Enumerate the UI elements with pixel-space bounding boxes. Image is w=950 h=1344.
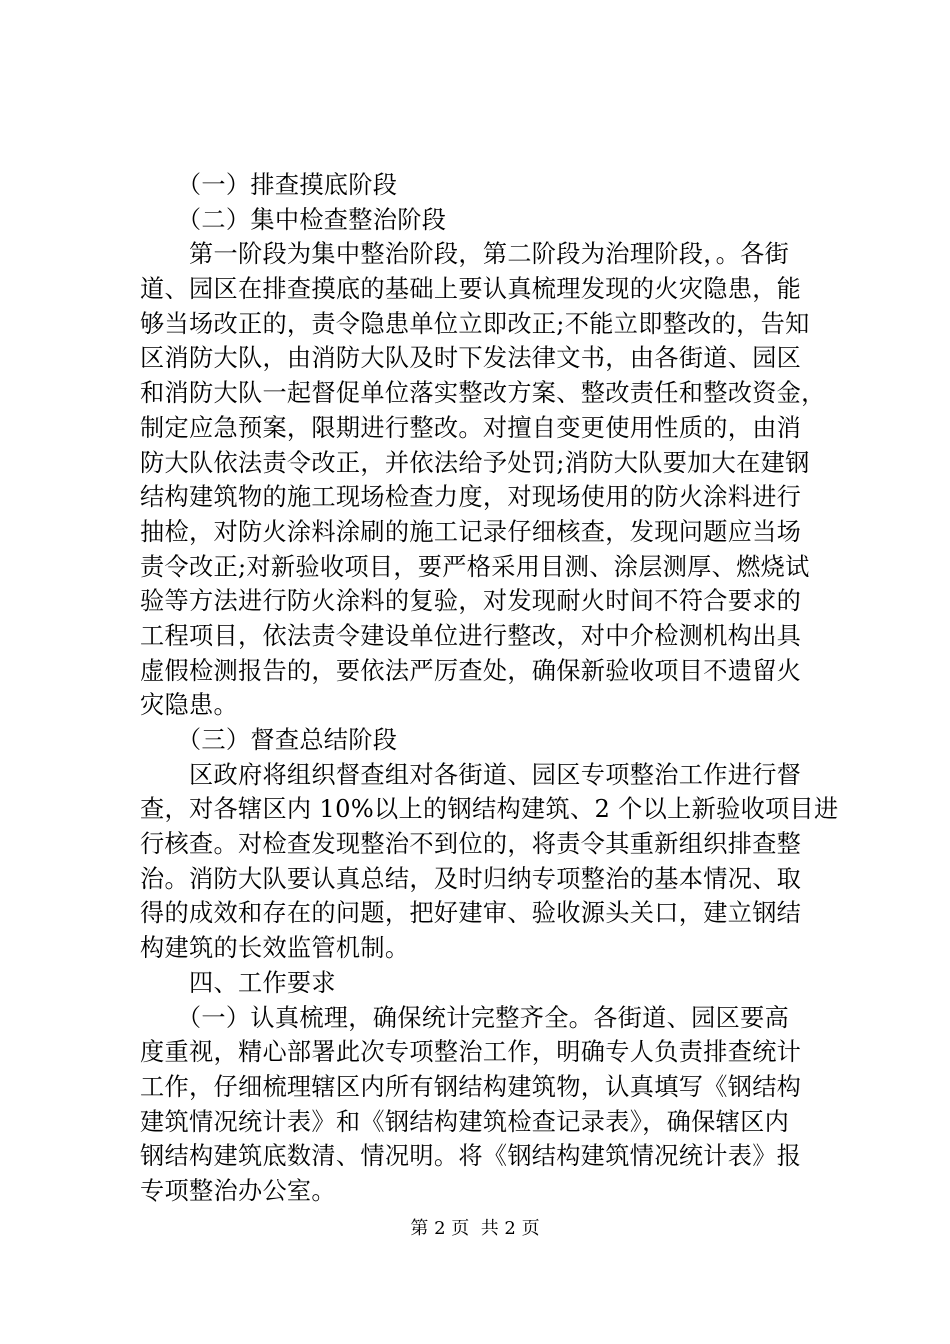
text-line: 治。消防大队要认真总结，及时归纳专项整治的基本情况、取: [140, 864, 802, 893]
document-body: [140, 168, 840, 1209]
text-line: 得的成效和存在的问题，把好建审、验收源头关口，建立钢结: [140, 899, 802, 928]
text-line: 四、工作要求: [140, 968, 336, 997]
text-line: （二）集中检查整治阶段: [140, 205, 447, 234]
text-line: （一）认真梳理，确保统计完整齐全。各街道、园区要高: [140, 1003, 790, 1032]
text-line: 灾隐患。: [140, 691, 238, 720]
text-line: 度重视，精心部署此次专项整治工作，明确专人负责排查统计: [140, 1038, 802, 1067]
text-line: 结构建筑物的施工现场检查力度，对现场使用的防火涂料进行: [140, 483, 802, 512]
text-line: 区政府将组织督查组对各街道、园区专项整治工作进行督: [140, 760, 802, 789]
text-line: 钢结构建筑底数清、情况明。将《钢结构建筑情况统计表》报: [140, 1142, 802, 1171]
text-line: 第一阶段为集中整治阶段，第二阶段为治理阶段，。各街: [140, 240, 790, 269]
text-line: 制定应急预案，限期进行整改。对擅自变更使用性质的，由消: [140, 413, 802, 442]
text-line: 构建筑的长效监管机制。: [140, 934, 410, 963]
text-line: 责令改正;对新验收项目，要严格采用目测、涂层测厚、燃烧试: [140, 552, 810, 581]
text-line: 行核查。对检查发现整治不到位的，将责令其重新组织排查整: [140, 830, 802, 859]
text-line: （一）排查摸底阶段: [140, 171, 398, 199]
text-line: 够当场改正的，责令隐患单位立即改正;不能立即整改的，告知: [140, 309, 810, 338]
text-line: 区消防大队，由消防大队及时下发法律文书，由各街道、园区: [140, 344, 802, 373]
text-line: （三）督查总结阶段: [140, 726, 398, 754]
text-line: 工程项目，依法责令建设单位进行整改，对中介检测机构出具: [140, 621, 802, 650]
text-line: 道、园区在排查摸底的基础上要认真梳理发现的火灾隐患，能: [140, 275, 802, 304]
text-line: 虚假检测报告的，要依法严厉查处，确保新验收项目不遗留火: [140, 656, 802, 685]
page-number-footer: 第 2 页 共 2 页: [410, 1218, 540, 1239]
text-line: 验等方法进行防火涂料的复验，对发现耐火时间不符合要求的: [140, 587, 802, 616]
text-line: 查，对各辖区内 10%以上的钢结构建筑、2 个以上新验收项目进: [140, 795, 839, 824]
text-line: 防大队依法责令改正，并依法给予处罚;消防大队要加大在建钢: [140, 448, 810, 477]
text-line: 建筑情况统计表》和《钢结构建筑检查记录表》，确保辖区内: [140, 1107, 790, 1136]
text-line: 抽检，对防火涂料涂刷的施工记录仔细核查，发现问题应当场: [140, 517, 802, 546]
text-line: 和消防大队一起督促单位落实整改方案、整改责任和整改资金，: [140, 379, 826, 408]
text-line: 专项整治办公室。: [140, 1176, 336, 1205]
text-line: 工作，仔细梳理辖区内所有钢结构建筑物，认真填写《钢结构: [140, 1072, 802, 1101]
